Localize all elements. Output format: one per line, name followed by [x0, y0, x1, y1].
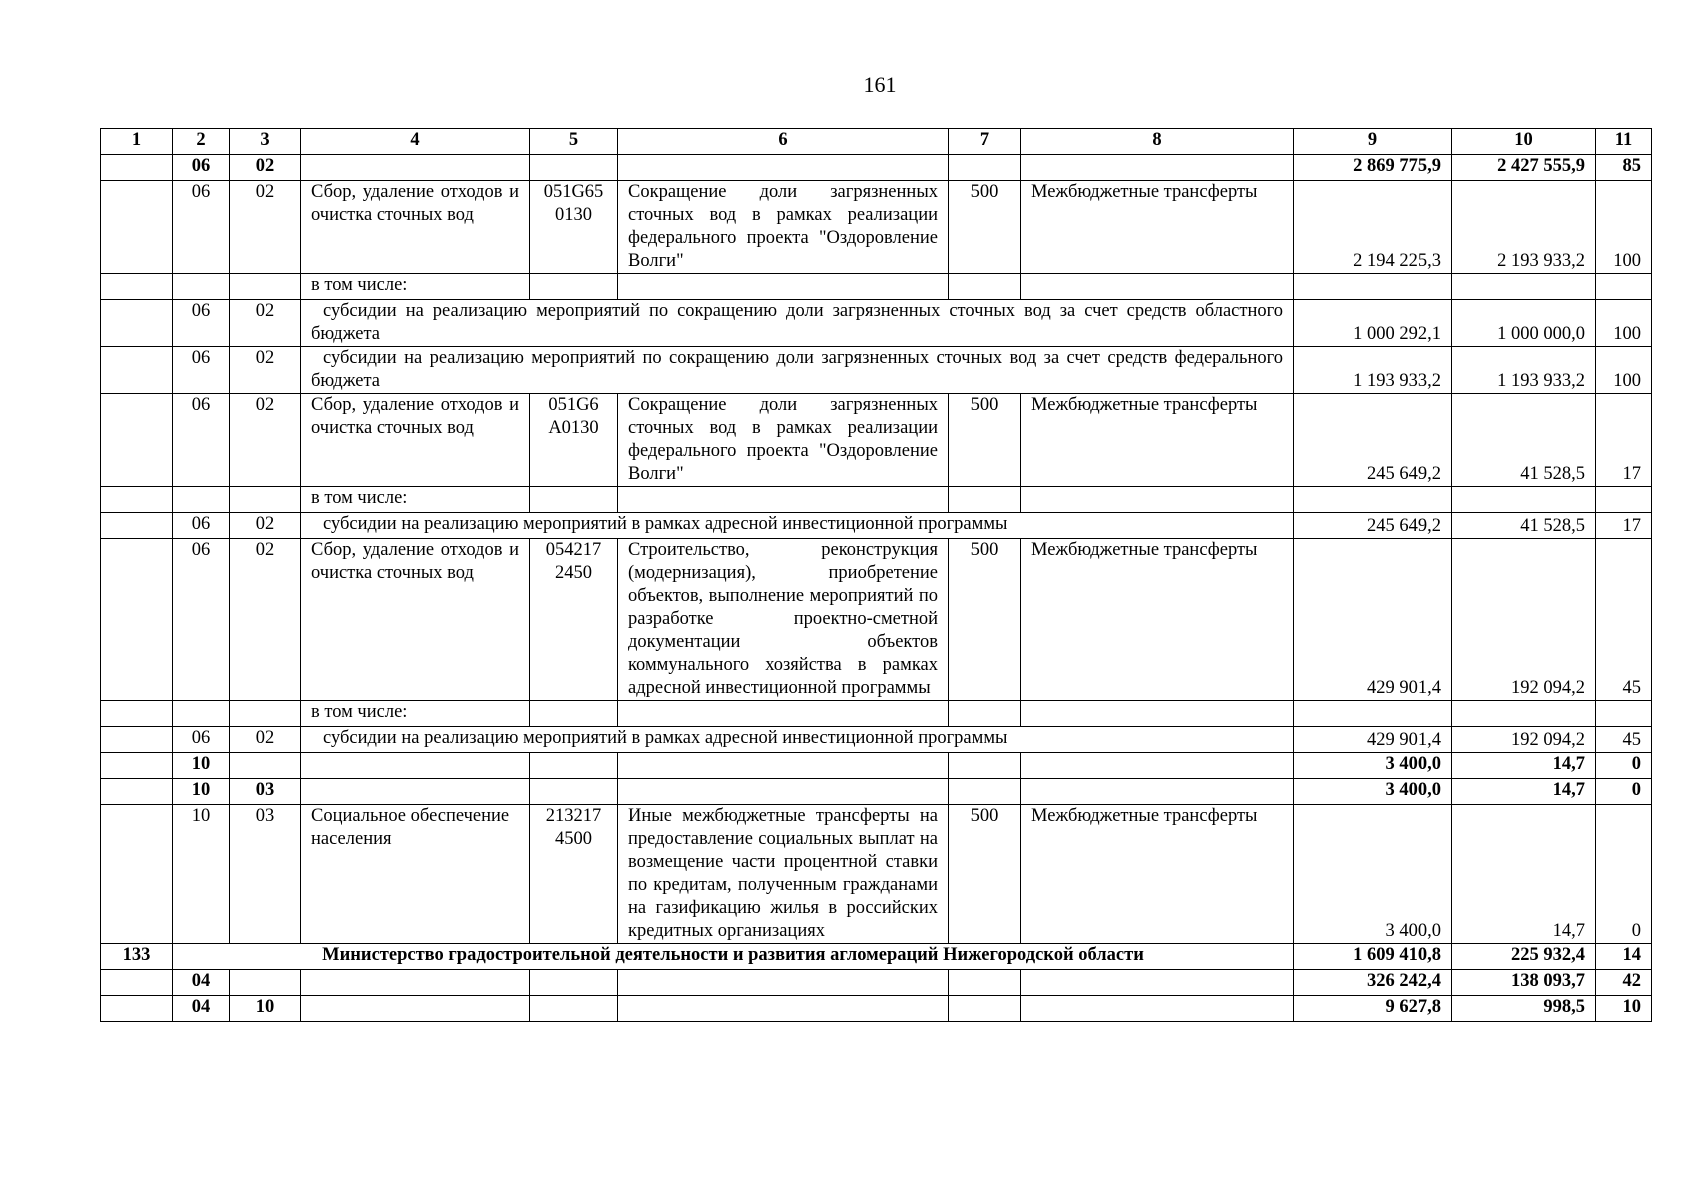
amount-planned: 3 400,0: [1294, 779, 1452, 805]
section-code: 10: [173, 805, 230, 944]
ministry-name: Министерство градостроительной деятельности и развития агломераций Нижегородской области: [173, 944, 1294, 970]
table-row: [101, 727, 1652, 753]
amount-executed: 14,7: [1452, 753, 1596, 779]
section-code: 04: [173, 996, 230, 1022]
table-row: [101, 347, 1652, 394]
header-cell: 6: [618, 129, 949, 155]
including-label: в том числе:: [301, 274, 530, 300]
subsection-code: 02: [230, 539, 301, 701]
target-code: 051G65 0130: [530, 181, 618, 274]
header-cell: 7: [949, 129, 1021, 155]
amount-planned: 2 869 775,9: [1294, 155, 1452, 181]
subsection-code: 02: [230, 347, 301, 394]
amount-planned: 1 000 292,1: [1294, 300, 1452, 347]
amount-executed: 41 528,5: [1452, 394, 1596, 487]
amount-planned: 326 242,4: [1294, 970, 1452, 996]
percent-executed: 14: [1596, 944, 1652, 970]
section-code: 04: [173, 970, 230, 996]
subsection-code: 02: [230, 181, 301, 274]
amount-planned: 3 400,0: [1294, 805, 1452, 944]
section-code: 06: [173, 394, 230, 487]
table-row: [101, 155, 1652, 181]
target-code: 051G6 А0130: [530, 394, 618, 487]
subsection-code: 03: [230, 805, 301, 944]
ministry-code: 133: [101, 944, 173, 970]
table-row: [101, 181, 1652, 274]
section-code: 10: [173, 753, 230, 779]
table-row: [101, 394, 1652, 487]
percent-executed: 100: [1596, 347, 1652, 394]
subsidy-description: субсидии на реализацию мероприятий в рамках адресной инвестиционной программы: [301, 727, 1294, 753]
expense-type-name: Межбюджетные трансферты: [1021, 181, 1294, 274]
percent-executed: 42: [1596, 970, 1652, 996]
percent-executed: 100: [1596, 300, 1652, 347]
subsection-code: 02: [230, 513, 301, 539]
expense-type: 500: [949, 539, 1021, 701]
table-row: [101, 701, 1652, 727]
amount-planned: 1 193 933,2: [1294, 347, 1452, 394]
amount-planned: 2 194 225,3: [1294, 181, 1452, 274]
target-description: Строительство, реконструкция (модернизация), приобретение объектов, выполнение мероприятий по разработке проектно-сметной документации объектов коммунального хозяйства в рамках адресной инвестиционной программы: [618, 539, 949, 701]
amount-planned: 9 627,8: [1294, 996, 1452, 1022]
expense-type: 500: [949, 394, 1021, 487]
section-code: 06: [173, 300, 230, 347]
target-description: Сокращение доли загрязненных сточных вод в рамках реализации федерального проекта "Оздоровление Волги": [618, 181, 949, 274]
amount-executed: 138 093,7: [1452, 970, 1596, 996]
table-row: [101, 944, 1652, 970]
amount-executed: 1 000 000,0: [1452, 300, 1596, 347]
activity-name: Сбор, удаление отходов и очистка сточных вод: [301, 539, 530, 701]
subsection-code: 02: [230, 300, 301, 347]
header-cell: 11: [1596, 129, 1652, 155]
header-cell: 9: [1294, 129, 1452, 155]
amount-planned: 3 400,0: [1294, 753, 1452, 779]
header-cell: 5: [530, 129, 618, 155]
table-row: [101, 779, 1652, 805]
expense-type: 500: [949, 181, 1021, 274]
percent-executed: 17: [1596, 394, 1652, 487]
amount-planned: 245 649,2: [1294, 513, 1452, 539]
percent-executed: 10: [1596, 996, 1652, 1022]
table-row: [101, 970, 1652, 996]
amount-executed: 2 427 555,9: [1452, 155, 1596, 181]
budget-table: [100, 128, 1652, 1022]
table-row: [101, 996, 1652, 1022]
including-label: в том числе:: [301, 701, 530, 727]
expense-type-name: Межбюджетные трансферты: [1021, 805, 1294, 944]
header-cell: 2: [173, 129, 230, 155]
percent-executed: 0: [1596, 753, 1652, 779]
section-code: 06: [173, 155, 230, 181]
amount-executed: 225 932,4: [1452, 944, 1596, 970]
percent-executed: 85: [1596, 155, 1652, 181]
percent-executed: 0: [1596, 779, 1652, 805]
header-cell: 8: [1021, 129, 1294, 155]
amount-executed: 14,7: [1452, 779, 1596, 805]
amount-executed: 14,7: [1452, 805, 1596, 944]
including-label: в том числе:: [301, 487, 530, 513]
subsection-code: 02: [230, 727, 301, 753]
table-row: [101, 539, 1652, 701]
target-description: Сокращение доли загрязненных сточных вод в рамках реализации федерального проекта "Оздоровление Волги": [618, 394, 949, 487]
header-cell: 4: [301, 129, 530, 155]
amount-executed: 998,5: [1452, 996, 1596, 1022]
amount-planned: 429 901,4: [1294, 539, 1452, 701]
subsidy-description: субсидии на реализацию мероприятий в рамках адресной инвестиционной программы: [301, 513, 1294, 539]
subsidy-description: субсидии на реализацию мероприятий по сокращению доли загрязненных сточных вод за счет средств областного бюджета: [301, 300, 1294, 347]
percent-executed: 17: [1596, 513, 1652, 539]
header-cell: 3: [230, 129, 301, 155]
expense-type-name: Межбюджетные трансферты: [1021, 539, 1294, 701]
section-code: 06: [173, 727, 230, 753]
section-code: 06: [173, 347, 230, 394]
subsection-code: 10: [230, 996, 301, 1022]
subsection-code: 02: [230, 394, 301, 487]
table-row: [101, 753, 1652, 779]
section-code: 06: [173, 539, 230, 701]
expense-type: 500: [949, 805, 1021, 944]
expense-type-name: Межбюджетные трансферты: [1021, 394, 1294, 487]
percent-executed: 100: [1596, 181, 1652, 274]
table-header-row: [101, 129, 1652, 155]
activity-name: Социальное обеспечение населения: [301, 805, 530, 944]
header-cell: 10: [1452, 129, 1596, 155]
section-code: 10: [173, 779, 230, 805]
target-code: 054217 2450: [530, 539, 618, 701]
percent-executed: 45: [1596, 539, 1652, 701]
subsidy-description: субсидии на реализацию мероприятий по сокращению доли загрязненных сточных вод за счет средств федерального бюджета: [301, 347, 1294, 394]
amount-executed: 41 528,5: [1452, 513, 1596, 539]
table-row: [101, 805, 1652, 944]
amount-executed: 1 193 933,2: [1452, 347, 1596, 394]
table-row: [101, 300, 1652, 347]
amount-planned: 1 609 410,8: [1294, 944, 1452, 970]
amount-planned: 429 901,4: [1294, 727, 1452, 753]
subsection-code: 02: [230, 155, 301, 181]
target-description: Иные межбюджетные трансферты на предоставление социальных выплат на возмещение части процентной ставки по кредитам, полученным гражданами на газификацию жилья в российских кредитных организациях: [618, 805, 949, 944]
activity-name: Сбор, удаление отходов и очистка сточных вод: [301, 394, 530, 487]
table-row: [101, 274, 1652, 300]
page-number: 161: [863, 72, 897, 97]
percent-executed: 0: [1596, 805, 1652, 944]
section-code: 06: [173, 181, 230, 274]
amount-executed: 2 193 933,2: [1452, 181, 1596, 274]
table-row: [101, 487, 1652, 513]
subsection-code: 03: [230, 779, 301, 805]
amount-planned: 245 649,2: [1294, 394, 1452, 487]
header-cell: 1: [101, 129, 173, 155]
section-code: 06: [173, 513, 230, 539]
table-row: [101, 513, 1652, 539]
target-code: 213217 4500: [530, 805, 618, 944]
amount-executed: 192 094,2: [1452, 727, 1596, 753]
percent-executed: 45: [1596, 727, 1652, 753]
activity-name: Сбор, удаление отходов и очистка сточных вод: [301, 181, 530, 274]
amount-executed: 192 094,2: [1452, 539, 1596, 701]
